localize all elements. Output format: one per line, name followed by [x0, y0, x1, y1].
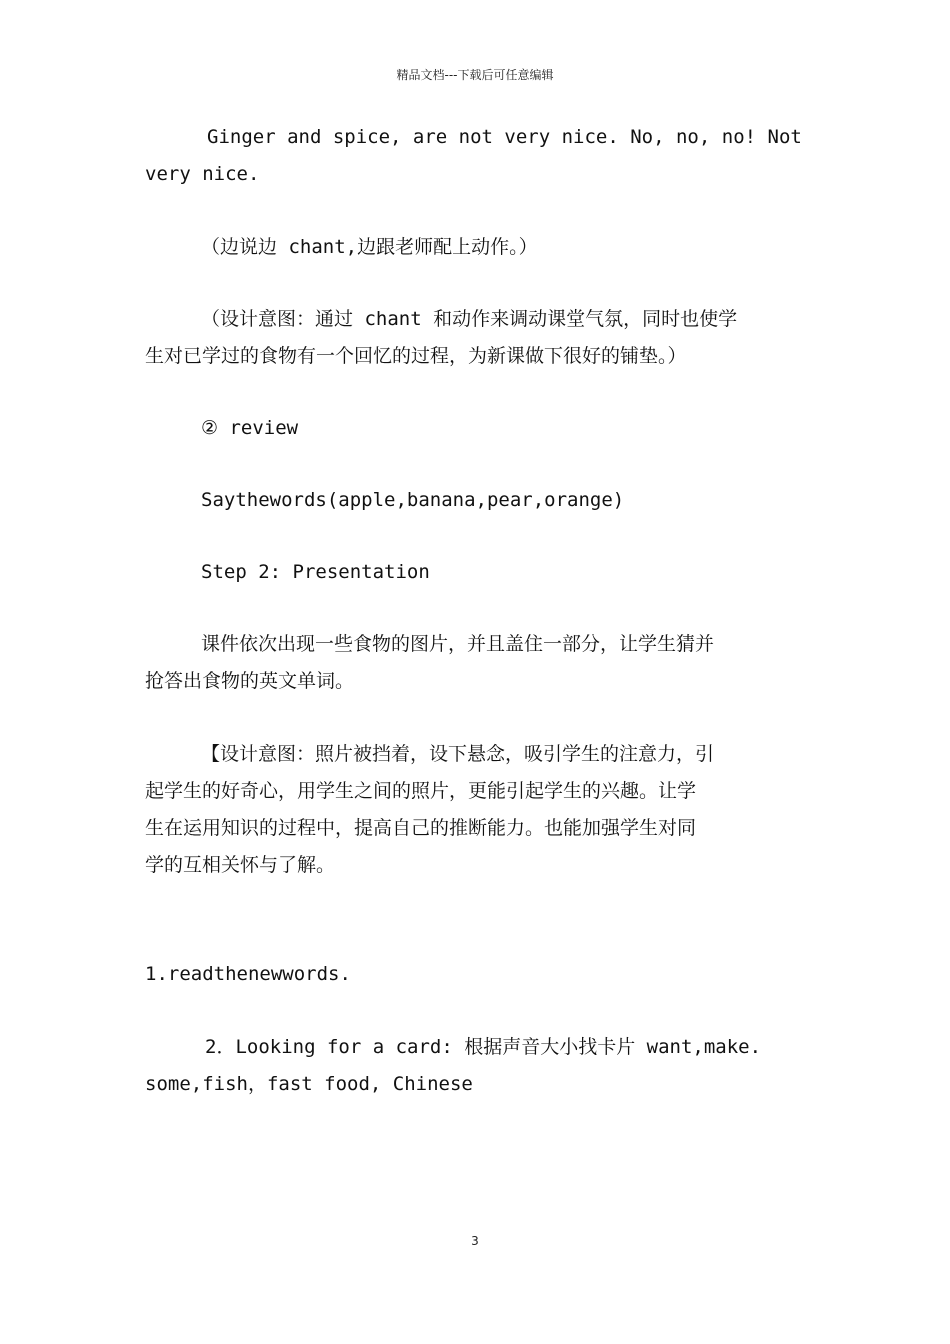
chant-line-2: very nice. — [145, 163, 260, 185]
say-words-text: Saythewords(apple,banana,pear,orange) — [201, 489, 625, 511]
design-intent-2 — [145, 736, 807, 884]
item-1-text: 1.readthenewwords. — [145, 963, 351, 985]
step-2-text: Step 2: Presentation — [201, 561, 430, 583]
presentation-paragraph — [145, 626, 807, 700]
design-intent-2-line-4: 学的互相关怀与了解。 — [145, 854, 336, 876]
item-1 — [145, 956, 807, 993]
item-2-line-2: some,fish，fast food, Chinese — [145, 1073, 473, 1095]
design-intent-2-line-2: 起学生的好奇心，用学生之间的照片，更能引起学生的兴趣。让学 — [145, 780, 697, 802]
presentation-line-1: 课件依次出现一些食物的图片，并且盖住一部分，让学生猜并 — [201, 633, 715, 655]
design-intent-2-line-1: 【设计意图：照片被挡着，设下悬念，吸引学生的注意力，引 — [201, 743, 715, 765]
design-intent-2-line-3: 生在运用知识的过程中，提高自己的推断能力。也能加强学生对同 — [145, 817, 697, 839]
review-heading-text: ② review — [201, 417, 299, 439]
design-intent-1 — [145, 301, 807, 375]
chant-note — [145, 229, 807, 266]
design-intent-1-line-1: （设计意图：通过 chant 和动作来调动课堂气氛，同时也使学 — [201, 308, 738, 330]
design-intent-1-line-2: 生对已学过的食物有一个回忆的过程，为新课做下很好的铺垫。） — [145, 345, 687, 367]
chant-paragraph — [145, 119, 807, 193]
page-number: 3 — [471, 1234, 479, 1248]
say-words — [145, 482, 807, 519]
chant-note-text: （边说边 chant,边跟老师配上动作。） — [201, 236, 538, 258]
chant-line-1: Ginger and spice, are not very nice. No, no, no! Not — [207, 126, 802, 148]
page-header: 精品文档---下载后可任意编辑 — [396, 68, 554, 82]
item-2-line-1: 2．Looking for a card: 根据声音大小找卡片 want,make. — [205, 1036, 762, 1058]
step-2-heading — [145, 554, 807, 591]
item-2 — [145, 1029, 807, 1103]
review-heading — [145, 410, 807, 447]
presentation-line-2: 抢答出食物的英文单词。 — [145, 670, 355, 692]
